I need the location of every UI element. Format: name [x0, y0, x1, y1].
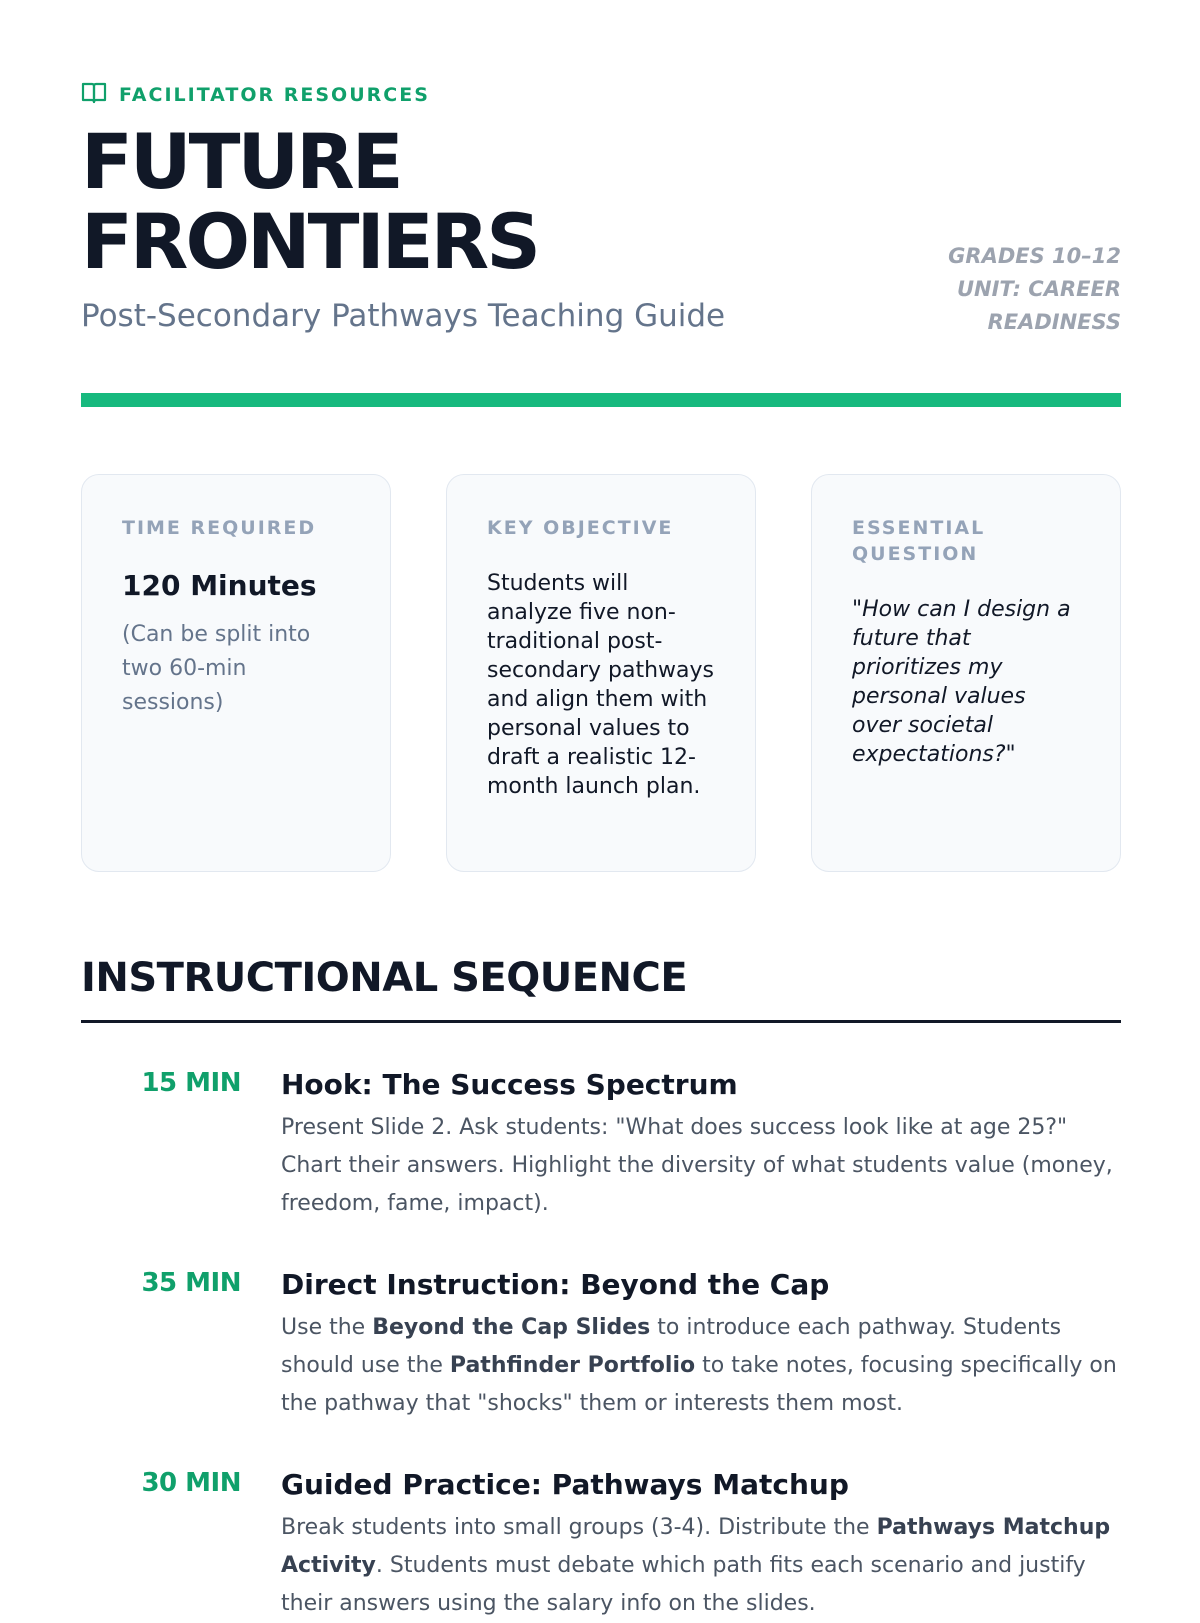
card-label: [852, 515, 1080, 567]
time-value: 120 Minutes: [122, 569, 317, 602]
objective-text: Students will analyze five non-traditional post-secondary pathways and align them with personal values to draft a realistic 12-month launch plan.: [487, 571, 714, 799]
time-required-card: [81, 474, 391, 872]
page-subtitle: Post-Secondary Pathways Teaching Guide: [81, 298, 726, 334]
step-time: 30 MIN: [141, 1468, 241, 1498]
step-description: [281, 1509, 1121, 1623]
card-label: KEY OBJECTIVE: [487, 517, 674, 539]
step-description: Present Slide 2. Ask students: "What does success look like at age 25?" Chart their answers. Highlight the diversity of what students value (money, freedom, fame, impact).: [281, 1115, 1113, 1216]
step-time: 35 MIN: [141, 1268, 241, 1298]
card-label-line-2: QUESTION: [852, 543, 979, 565]
time-note: (Can be split into two 60-min sessions): [122, 622, 311, 715]
desc-text: to introduce each pathway. Students should use the: [281, 1315, 1062, 1378]
step-body: [281, 1068, 1121, 1223]
step-time: 15 MIN: [141, 1068, 241, 1098]
essential-question-text: "How can I design a future that prioritizes my personal values over societal expectations?": [852, 597, 1071, 767]
desc-text: . Students must debate which path fits each scenario and justify their answers using the salary info on the slides.: [281, 1553, 1086, 1616]
eyebrow-label: FACILITATOR RESOURCES: [119, 83, 430, 106]
step-title: Hook: The Success Spectrum: [281, 1068, 738, 1101]
section-heading: INSTRUCTIONAL SEQUENCE: [81, 955, 688, 1001]
step-title: Direct Instruction: Beyond the Cap: [281, 1268, 830, 1301]
essential-question-card: [811, 474, 1121, 872]
step-title: Guided Practice: Pathways Matchup: [281, 1468, 849, 1501]
meta-grades: GRADES 10–12: [948, 244, 1121, 268]
resource-name: Pathways Matchup Activity: [281, 1515, 1111, 1578]
desc-text: to take notes, focusing specifically on the pathway that "shocks" them or interests them most.: [281, 1353, 1117, 1416]
grade-unit-meta: [881, 240, 1121, 339]
key-objective-card: [446, 474, 756, 872]
eyebrow: [81, 80, 430, 109]
resource-name: Pathfinder Portfolio: [449, 1353, 696, 1378]
step-description: [281, 1309, 1121, 1423]
desc-text: Break students into small groups (3-4). Distribute the: [281, 1515, 877, 1540]
accent-divider: [81, 393, 1121, 407]
open-book-icon: [81, 80, 107, 109]
card-label-line-1: ESSENTIAL: [852, 517, 986, 539]
resource-name: Beyond the Cap Slides: [372, 1315, 651, 1340]
desc-text: Use the: [281, 1315, 373, 1340]
step-body: [281, 1268, 1121, 1423]
title-line-1: FUTURE: [81, 117, 401, 206]
title-line-2: FRONTIERS: [81, 197, 538, 286]
card-label: TIME REQUIRED: [122, 517, 317, 539]
meta-unit-line-1: UNIT: CAREER: [956, 277, 1121, 301]
section-rule: [81, 1020, 1121, 1023]
meta-unit-line-2: READINESS: [987, 310, 1121, 334]
page-title: [81, 117, 538, 286]
overview-cards: [81, 474, 1121, 872]
